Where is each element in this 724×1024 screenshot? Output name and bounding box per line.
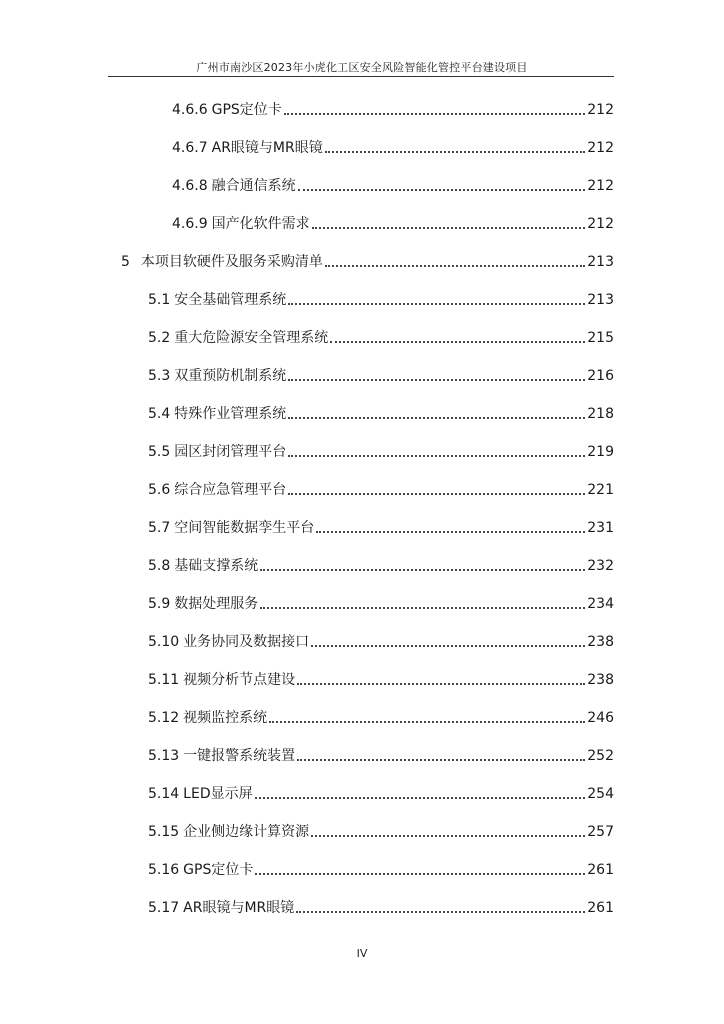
toc-dot-leader bbox=[288, 379, 585, 381]
toc-entry-number: 4.6.8 bbox=[172, 178, 208, 194]
toc-entry-number: 5 bbox=[121, 254, 130, 270]
running-header: 广州市南沙区2023年小虎化工区安全风险智能化管控平台建设项目 bbox=[196, 61, 528, 74]
toc-entry[interactable] bbox=[148, 704, 614, 728]
toc-dot-leader bbox=[298, 189, 586, 191]
toc-entry-number: 5.5 bbox=[148, 444, 171, 460]
toc-entry-page: 257 bbox=[587, 824, 614, 840]
toc-entry-title: 企业侧边缘计算资源 bbox=[183, 824, 310, 840]
header-divider bbox=[108, 76, 614, 77]
toc-entry-page: 252 bbox=[587, 748, 614, 764]
toc-entry[interactable] bbox=[148, 476, 614, 500]
toc-entry-page: 254 bbox=[587, 786, 614, 802]
toc-entry-number: 4.6.6 bbox=[172, 102, 208, 118]
toc-dot-leader bbox=[288, 303, 585, 305]
toc-dot-leader bbox=[296, 911, 585, 913]
toc-dot-leader bbox=[260, 569, 585, 571]
toc-entry-number: 5.7 bbox=[148, 520, 171, 536]
toc-entry[interactable] bbox=[148, 400, 614, 424]
toc-entry-page: 246 bbox=[587, 710, 614, 726]
toc-dot-leader bbox=[325, 151, 586, 153]
toc-entry-title: 视频监控系统 bbox=[183, 710, 268, 726]
page-number: IV bbox=[356, 947, 368, 960]
toc-entry-page: 212 bbox=[587, 216, 614, 232]
toc-dot-leader bbox=[288, 455, 585, 457]
toc-entry[interactable] bbox=[148, 514, 614, 538]
toc-entry[interactable] bbox=[148, 628, 614, 652]
toc-entry-number: 5.15 bbox=[148, 824, 180, 840]
toc-entry-number: 5.11 bbox=[148, 672, 180, 688]
toc-entry-title: 融合通信系统 bbox=[211, 178, 296, 194]
toc-entry-title: 综合应急管理平台 bbox=[174, 482, 287, 498]
toc-entry[interactable] bbox=[172, 134, 614, 158]
toc-dot-leader bbox=[297, 683, 585, 685]
toc-entry-page: 212 bbox=[587, 140, 614, 156]
toc-entry-number: 5.1 bbox=[148, 292, 171, 308]
toc-dot-leader bbox=[288, 417, 585, 419]
toc-dot-leader bbox=[288, 493, 585, 495]
toc-entry[interactable] bbox=[148, 362, 614, 386]
toc-entry-page: 234 bbox=[587, 596, 614, 612]
toc-entry-number: 5.9 bbox=[148, 596, 171, 612]
toc-entry-page: 261 bbox=[587, 900, 614, 916]
toc-entry-title: 安全基础管理系统 bbox=[174, 292, 287, 308]
toc-entry-page: 221 bbox=[587, 482, 614, 498]
toc-dot-leader bbox=[255, 873, 585, 875]
toc-entry-number: 5.6 bbox=[148, 482, 171, 498]
toc-entry-number: 5.13 bbox=[148, 748, 180, 764]
toc-entry-page: 215 bbox=[587, 330, 614, 346]
toc-entry-title: 双重预防机制系统 bbox=[174, 368, 287, 384]
toc-dot-leader bbox=[269, 721, 585, 723]
toc-entry-number: 5.16 bbox=[148, 862, 180, 878]
toc-entry-number: 5.17 bbox=[148, 900, 180, 916]
toc-entry-title: 重大危险源安全管理系统 bbox=[174, 330, 329, 346]
toc-entry-page: 261 bbox=[587, 862, 614, 878]
toc-entry-number: 5.8 bbox=[148, 558, 171, 574]
toc-dot-leader bbox=[311, 835, 585, 837]
toc-entry[interactable] bbox=[148, 742, 614, 766]
toc-entry[interactable] bbox=[148, 666, 614, 690]
toc-entry-title: 园区封闭管理平台 bbox=[174, 444, 287, 460]
toc-entry-number: 5.12 bbox=[148, 710, 180, 726]
toc-entry-number: 5.14 bbox=[148, 786, 180, 802]
toc-dot-leader bbox=[312, 227, 586, 229]
toc-entry[interactable] bbox=[148, 590, 614, 614]
toc-dot-leader bbox=[316, 531, 585, 533]
toc-entry[interactable] bbox=[148, 780, 614, 804]
toc-entry[interactable] bbox=[172, 172, 614, 196]
toc-entry-title: 数据处理服务 bbox=[174, 596, 259, 612]
toc-entry-page: 238 bbox=[587, 634, 614, 650]
toc-entry-number: 4.6.7 bbox=[172, 140, 208, 156]
toc-entry-title: 基础支撑系统 bbox=[174, 558, 259, 574]
toc-entry-number: 5.10 bbox=[148, 634, 180, 650]
toc-entry-title: 特殊作业管理系统 bbox=[174, 406, 287, 422]
toc-entry[interactable] bbox=[148, 286, 614, 310]
toc-dot-leader bbox=[260, 607, 585, 609]
toc-dot-leader bbox=[330, 341, 585, 343]
toc-entry[interactable] bbox=[148, 818, 614, 842]
toc-entry-page: 212 bbox=[587, 102, 614, 118]
toc-entry-title: GPS定位卡 bbox=[183, 862, 254, 878]
toc-entry-number: 5.3 bbox=[148, 368, 171, 384]
toc-entry-page: 216 bbox=[587, 368, 614, 384]
toc-entry[interactable] bbox=[148, 894, 614, 918]
toc-entry-title: LED显示屏 bbox=[183, 786, 253, 802]
toc-dot-leader bbox=[311, 645, 585, 647]
toc-entry-number: 4.6.9 bbox=[172, 216, 208, 232]
toc-entry[interactable] bbox=[172, 210, 614, 234]
toc-entry[interactable] bbox=[148, 552, 614, 576]
toc-dot-leader bbox=[255, 797, 586, 799]
toc-entry-page: 218 bbox=[587, 406, 614, 422]
toc-entry-page: 232 bbox=[587, 558, 614, 574]
toc-entry-page: 213 bbox=[587, 254, 614, 270]
toc-entry-title: AR眼镜与MR眼镜 bbox=[211, 140, 323, 156]
toc-entry-title: 一键报警系统装置 bbox=[183, 748, 296, 764]
toc-entry-page: 219 bbox=[587, 444, 614, 460]
toc-entry-title: GPS定位卡 bbox=[211, 102, 282, 118]
toc-entry[interactable] bbox=[172, 96, 614, 120]
toc-entry-title: 空间智能数据孪生平台 bbox=[174, 520, 315, 536]
toc-entry-title: 本项目软硬件及服务采购清单 bbox=[140, 254, 323, 270]
toc-entry-page: 231 bbox=[587, 520, 614, 536]
toc-entry-title: AR眼镜与MR眼镜 bbox=[183, 900, 295, 916]
toc-entry[interactable] bbox=[148, 856, 614, 880]
toc-entry[interactable] bbox=[148, 438, 614, 462]
toc-entry-title: 视频分析节点建设 bbox=[183, 672, 296, 688]
toc-entry-page: 212 bbox=[587, 178, 614, 194]
toc-dot-leader bbox=[297, 759, 585, 761]
toc-entry-number: 5.2 bbox=[148, 330, 171, 346]
toc-entry[interactable] bbox=[148, 324, 614, 348]
toc-entry-title: 业务协同及数据接口 bbox=[183, 634, 310, 650]
toc-dot-leader bbox=[284, 113, 585, 115]
toc-entry-page: 238 bbox=[587, 672, 614, 688]
toc-entry-page: 213 bbox=[587, 292, 614, 308]
toc-entry-title: 国产化软件需求 bbox=[211, 216, 310, 232]
toc-entry-number: 5.4 bbox=[148, 406, 171, 422]
toc-dot-leader bbox=[325, 265, 585, 267]
toc-entry[interactable] bbox=[121, 248, 614, 272]
